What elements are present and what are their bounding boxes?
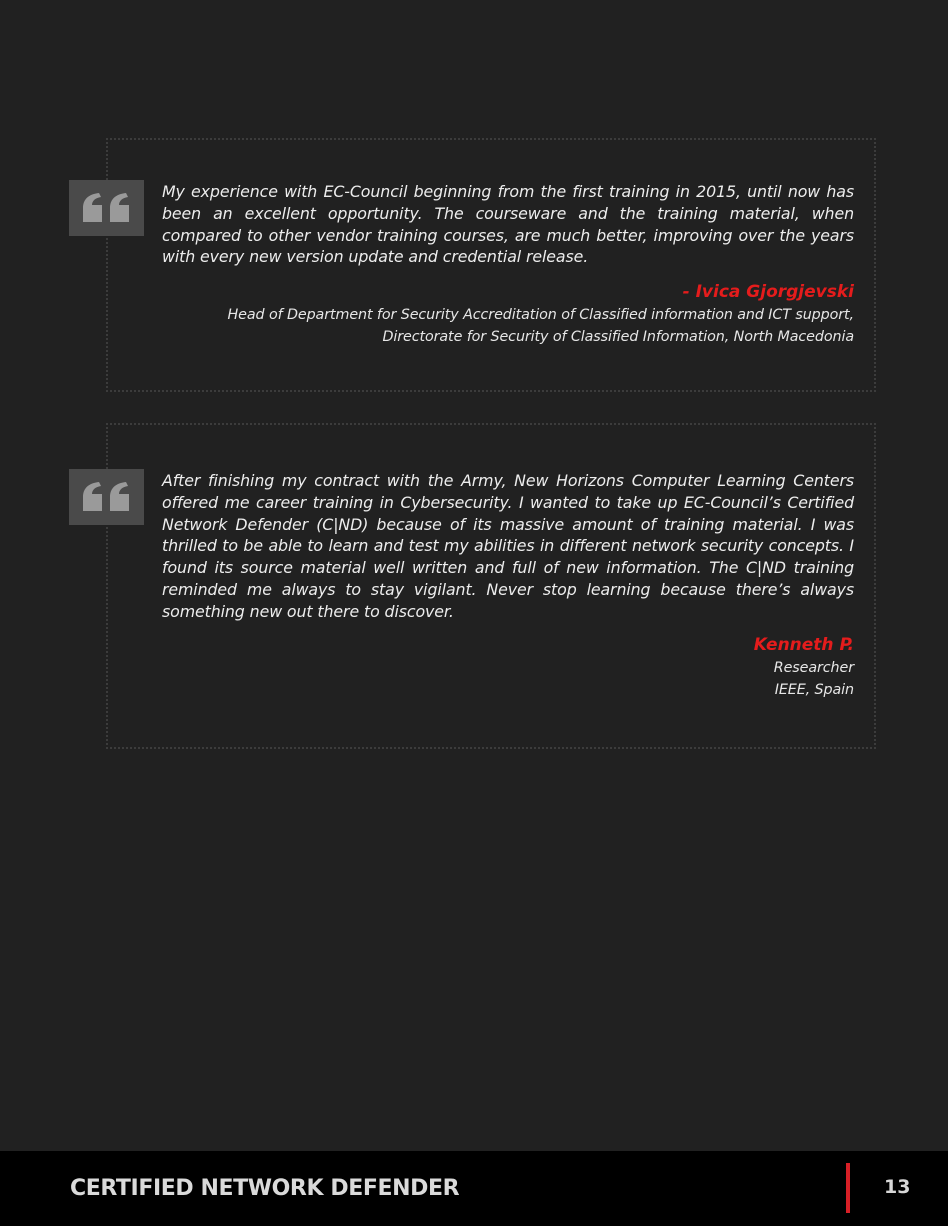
quote-mark-icon (69, 180, 144, 236)
page-number: 13 (884, 1176, 911, 1198)
testimonial-organization: Directorate for Security of Classified Information, North Macedonia (382, 329, 854, 345)
testimonial-quote: After finishing my contract with the Army, New Horizons Computer Learning Centers offered me career training in Cybersecurity. I wanted to take up EC-Council’s Certified Network Defender (C|ND) because of its massive amount of training material. I was thrilled to be able to learn and test my abilities in different network security concepts. I found its source material well written and full of new information. The C|ND training reminded me always to stay vigilant. Never stop learning because there’s always something new out there to discover. (162, 471, 854, 621)
page-footer (0, 1151, 948, 1226)
testimonial-organization: IEEE, Spain (774, 682, 854, 698)
footer-divider (846, 1163, 850, 1213)
quote-mark-icon (69, 469, 144, 525)
testimonial-role: Head of Department for Security Accreditation of Classified information and ICT support, (227, 307, 854, 323)
testimonial-author: Kenneth P. (753, 635, 854, 655)
testimonial-author: - Ivica Gjorgjevski (682, 282, 854, 302)
footer-title: CERTIFIED NETWORK DEFENDER (70, 1176, 460, 1201)
testimonial-quote: My experience with EC-Council beginning from the first training in 2015, until now has been an excellent opportunity. The courseware and the training material, when compared to other vendor training courses, are much better, improving over the years with every new version update and credential release. (162, 182, 854, 267)
testimonial-role: Researcher (773, 660, 854, 676)
